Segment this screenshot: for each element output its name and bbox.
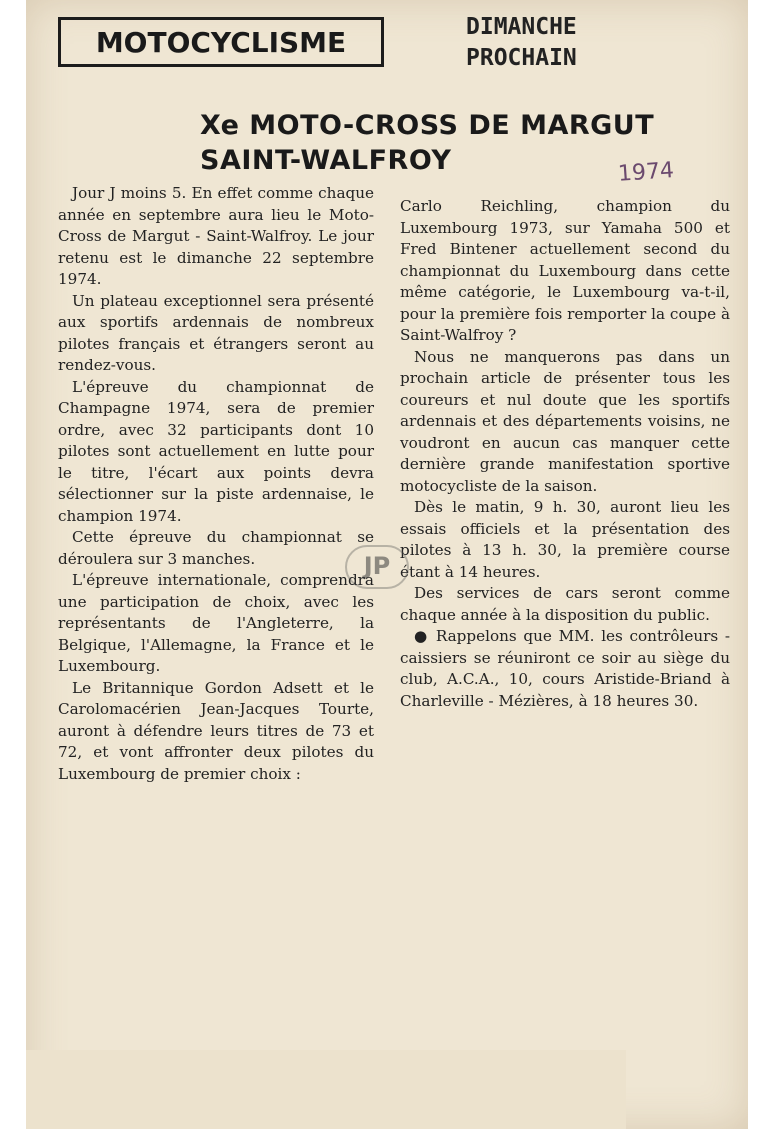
paragraph: Le Britannique Gordon Adsett et le Carolomacérien Jean-Jacques Tourte, auront à défendre leurs titres de 73 et 72, et vont affronter deux pilotes du Luxembourg de premier choix : bbox=[58, 678, 374, 783]
handwritten-year: 1974 bbox=[617, 158, 675, 187]
collector-stamp-watermark: JP bbox=[345, 545, 409, 589]
section-kicker: MOTOCYCLISME bbox=[95, 25, 347, 59]
paragraph: L'épreuve internationale, comprendra une participation de choix, avec les représentants de l'Angleterre, la Belgique, l'Allemagne, la France et le Luxembourg. bbox=[58, 571, 374, 675]
paragraph: ● Rappelons que MM. les contrôleurs - caissiers se réuniront ce soir au siège du club, A.C.A., 10, cours Aristide-Briand à Charleville - Mézières, à 18 heures 30. bbox=[400, 627, 730, 710]
headline-line-1: Xe MOTO-CROSS DE MARGUT bbox=[200, 110, 655, 141]
headline-line-2: SAINT-WALFROY bbox=[200, 145, 452, 176]
dateline-line-1: DIMANCHE bbox=[466, 14, 577, 40]
paragraph: Carlo Reichling, champion du Luxembourg 1973, sur Yamaha 500 et Fred Bintener actuellement second du championnat du Luxembourg dans cette même catégorie, le Luxembourg va-t-il, pour la première fois remporter la coupe à Saint-Walfroy ? bbox=[400, 197, 730, 344]
dateline-line-2: PROCHAIN bbox=[466, 45, 577, 71]
clipping-bottom-strip bbox=[26, 1050, 626, 1129]
dateline bbox=[466, 12, 636, 74]
paragraph: Jour J moins 5. En effet comme chaque année en septembre aura lieu le Moto-Cross de Margut - Saint-Walfroy. Le jour retenu est le dimanche 22 septembre 1974. bbox=[58, 184, 374, 288]
paragraph: Des services de cars seront comme chaque année à la disposition du public. bbox=[400, 584, 730, 624]
paragraph: Un plateau exceptionnel sera présenté aux sportifs ardennais de nombreux pilotes français et étrangers seront au rendez-vous. bbox=[58, 291, 374, 374]
article-left-column bbox=[58, 183, 374, 785]
paragraph: Nous ne manquerons pas dans un prochain article de présenter tous les coureurs et nul doute que les sportifs ardennais et des départements voisins, ne voudront en aucun cas manquer cette dernière grande manifestation sportive motocycliste de la saison. bbox=[400, 347, 730, 495]
paragraph: Dès le matin, 9 h. 30, auront lieu les essais officiels et la présentation des pilotes à 13 h. 30, la première course étant à 14 heures. bbox=[400, 498, 730, 581]
paragraph: L'épreuve du championnat de Champagne 1974, sera de premier ordre, avec 32 participants dont 10 pilotes sont actuellement en lutte pour le titre, l'écart aux points devra sélectionner sur la piste ardennaise, le champion 1974. bbox=[58, 377, 374, 525]
section-kicker-box bbox=[58, 17, 384, 67]
paragraph: Cette épreuve du championnat se déroulera sur 3 manches. bbox=[58, 528, 374, 568]
article-right-column bbox=[400, 196, 730, 712]
